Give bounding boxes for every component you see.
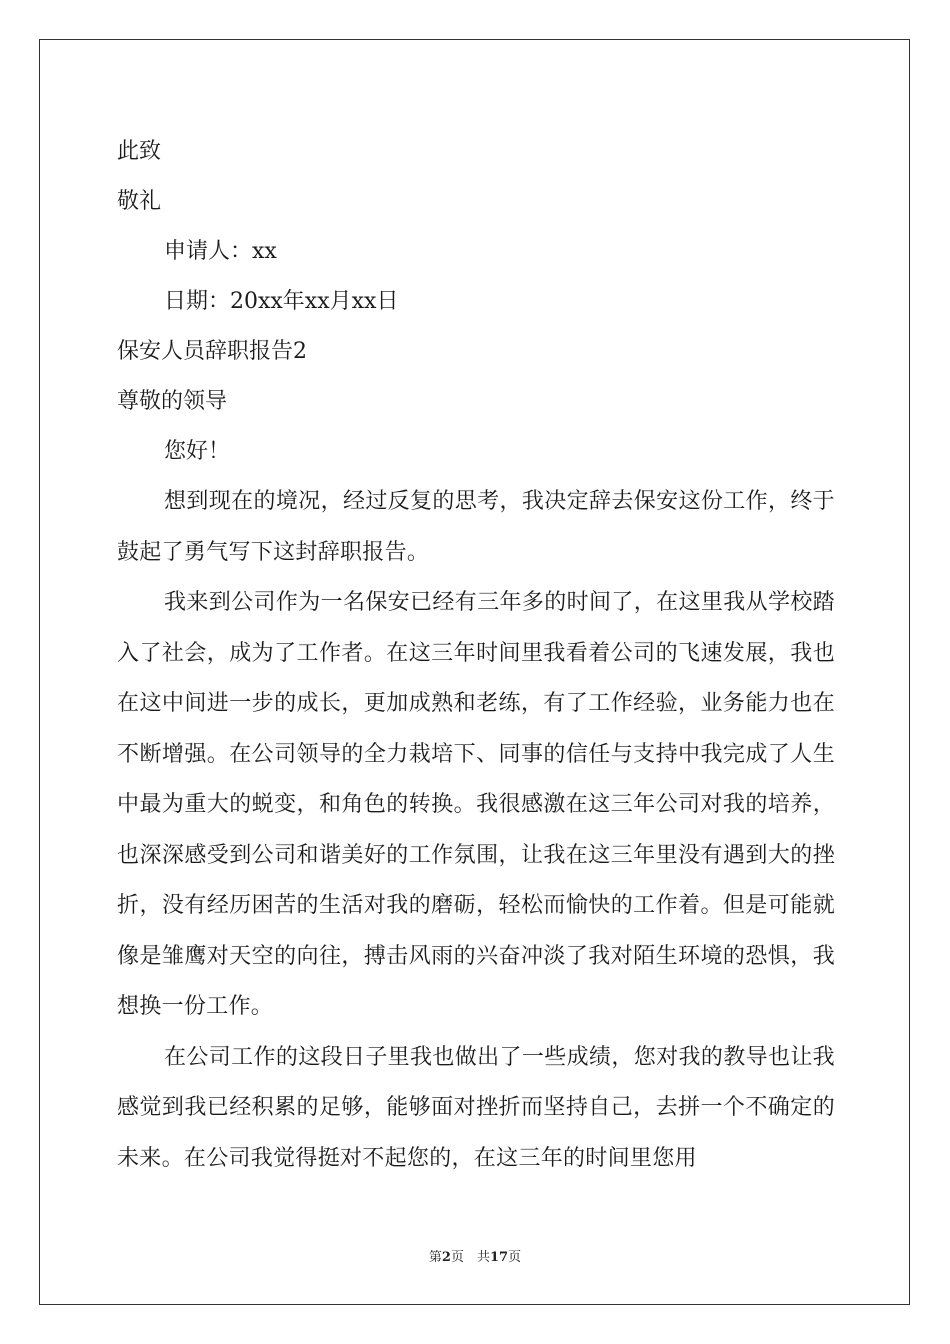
closing-line-1: 此致 [117,139,162,164]
letter-title: 保安人员辞职报告2 [117,339,307,364]
paragraph-1: 想到现在的境况，经过反复的思考，我决定辞去保安这份工作，终于鼓起了勇气写下这封辞职报告。 [117,489,835,565]
footer-page-total: 17 [489,1250,509,1265]
salutation: 尊敬的领导 [117,389,228,414]
paragraph-3: 在公司工作的这段日子里我也做出了一些成绩，您对我的教导也让我感觉到我已经积累的足够，能够面对挫折而坚持自己，去拼一个不确定的未来。在公司我觉得挺对不起您的，在这三年的时间里您用 [117,1044,835,1171]
page-footer [0,1246,950,1265]
date-line: 日期：20xx年xx月xx日 [164,289,399,314]
document-body [117,127,835,1184]
footer-page-mid: 页 共 [450,1250,490,1265]
closing-line-2: 敬礼 [117,189,162,214]
footer-page-prefix: 第 [428,1250,442,1265]
applicant-line: 申请人：xx [164,239,277,264]
footer-page-number: 2 [441,1250,451,1265]
paragraph-2: 我来到公司作为一名保安已经有三年多的时间了，在这里我从学校踏入了社会，成为了工作者。在这三年时间里我看着公司的飞速发展，我也在这中间进一步的成长，更加成熟和老练，有了工作经验，业务能力也在不断增强。在公司领导的全力栽培下、同事的信任与支持中我完成了人生中最为重大的蜕变，和角色的转换。我很感激在这三年公司对我的培养，也深深感受到公司和谐美好的工作氛围，让我在这三年里没有遇到大的挫折，没有经历困苦的生活对我的磨砺，轻松而愉快的工作着。但是可能就像是雏鹰对天空的向往，搏击风雨的兴奋冲淡了我对陌生环境的恐惧，我想换一份工作。 [117,590,835,1019]
greeting: 您好！ [164,439,231,464]
footer-page-suffix: 页 [508,1250,522,1265]
